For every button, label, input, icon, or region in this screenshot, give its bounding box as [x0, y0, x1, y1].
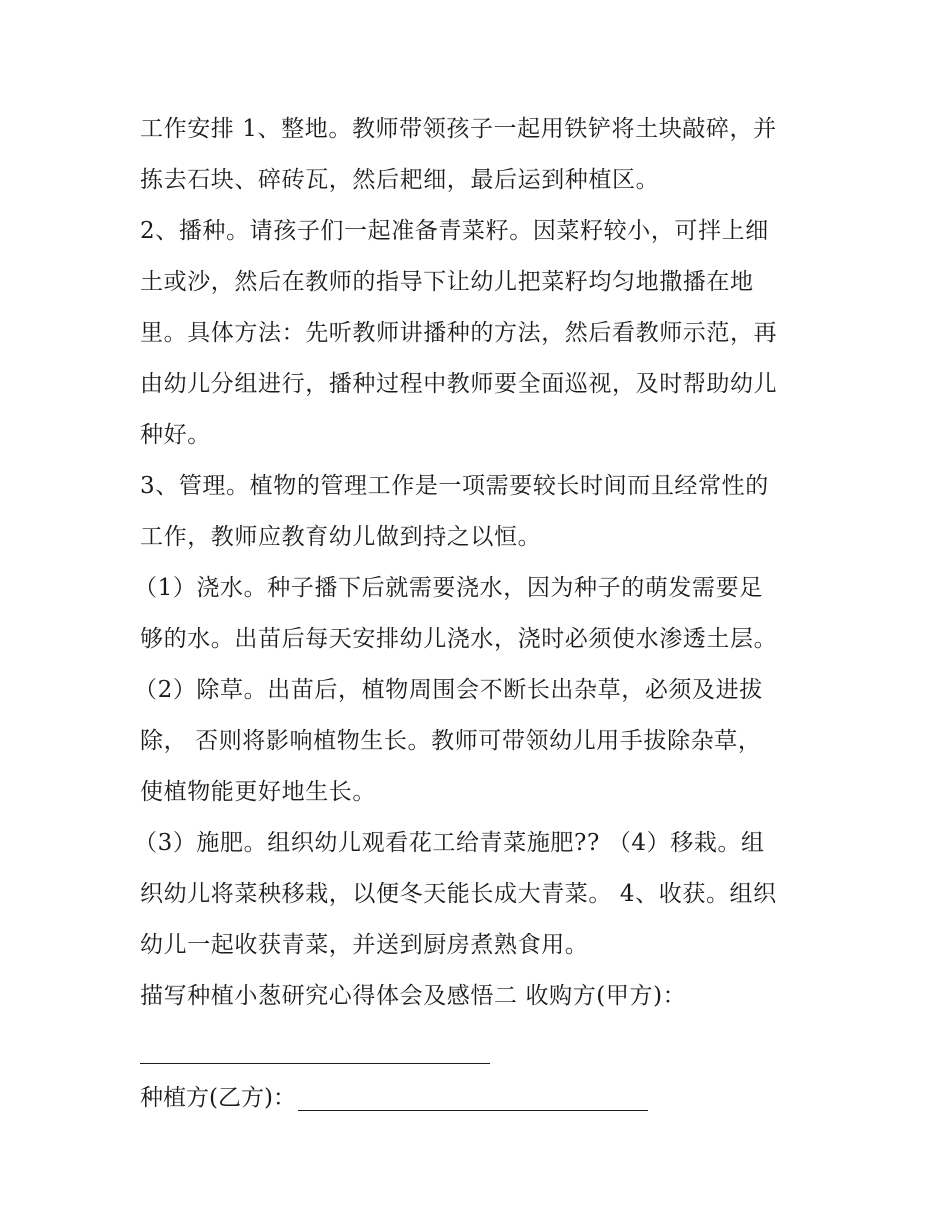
party-b-label: 种植方(乙方)： [140, 1085, 296, 1111]
paragraph-line: 3、管理。植物的管理工作是一项需要较长时间而且经常性的 [140, 473, 769, 499]
paragraph-line: （3）施肥。组织幼儿观看花工给青菜施肥?? （4）移栽。组 [134, 830, 765, 856]
paragraph-line: 除， 否则将影响植物生长。教师可带领幼儿用手拔除杂草， [140, 728, 762, 754]
paragraph-line: 土或沙，然后在教师的指导下让幼儿把菜籽均匀地撒播在地 [140, 269, 754, 295]
party-b-underline [298, 1109, 648, 1111]
paragraph-line: 里。具体方法：先听教师讲播种的方法，然后看教师示范，再 [140, 320, 778, 346]
paragraph-line: 工作安排 1、整地。教师带领孩子一起用铁铲将土块敲碎，并 [140, 116, 777, 142]
paragraph-line: 2、播种。请孩子们一起准备青菜籽。因菜籽较小，可拌上细 [140, 218, 769, 244]
paragraph-line: 够的水。出苗后每天安排幼儿浇水，浇时必须使水渗透土层。 [140, 626, 778, 652]
document-body [134, 104, 820, 1124]
party-a-underline [140, 1063, 490, 1064]
paragraph-line: 拣去石块、碎砖瓦，然后耙细，最后运到种植区。 [140, 167, 660, 193]
paragraph-line: （2）除草。出苗后，植物周围会不断长出杂草，必须及进拔 [134, 677, 763, 703]
paragraph-line: 种好。 [140, 422, 211, 448]
party-a-signature-blank [140, 1022, 820, 1073]
party-b-row [140, 1073, 820, 1124]
paragraph-line: 由幼儿分组进行，播种过程中教师要全面巡视，及时帮助幼儿 [140, 371, 778, 397]
paragraph-line: （1）浇水。种子播下后就需要浇水，因为种子的萌发需要足 [134, 575, 763, 601]
party-a-label: 描写种植小葱研究心得体会及感悟二 收购方(甲方)： [140, 983, 687, 1009]
paragraph-line: 幼儿一起收获青菜，并送到厨房煮熟食用。 [140, 932, 589, 958]
paragraph-line: 织幼儿将菜秧移栽，以便冬天能长成大青菜。 4、收获。组织 [140, 881, 777, 907]
paragraph-line: 使植物能更好地生长。 [140, 779, 376, 805]
paragraph-line: 工作，教师应教育幼儿做到持之以恒。 [140, 524, 542, 550]
